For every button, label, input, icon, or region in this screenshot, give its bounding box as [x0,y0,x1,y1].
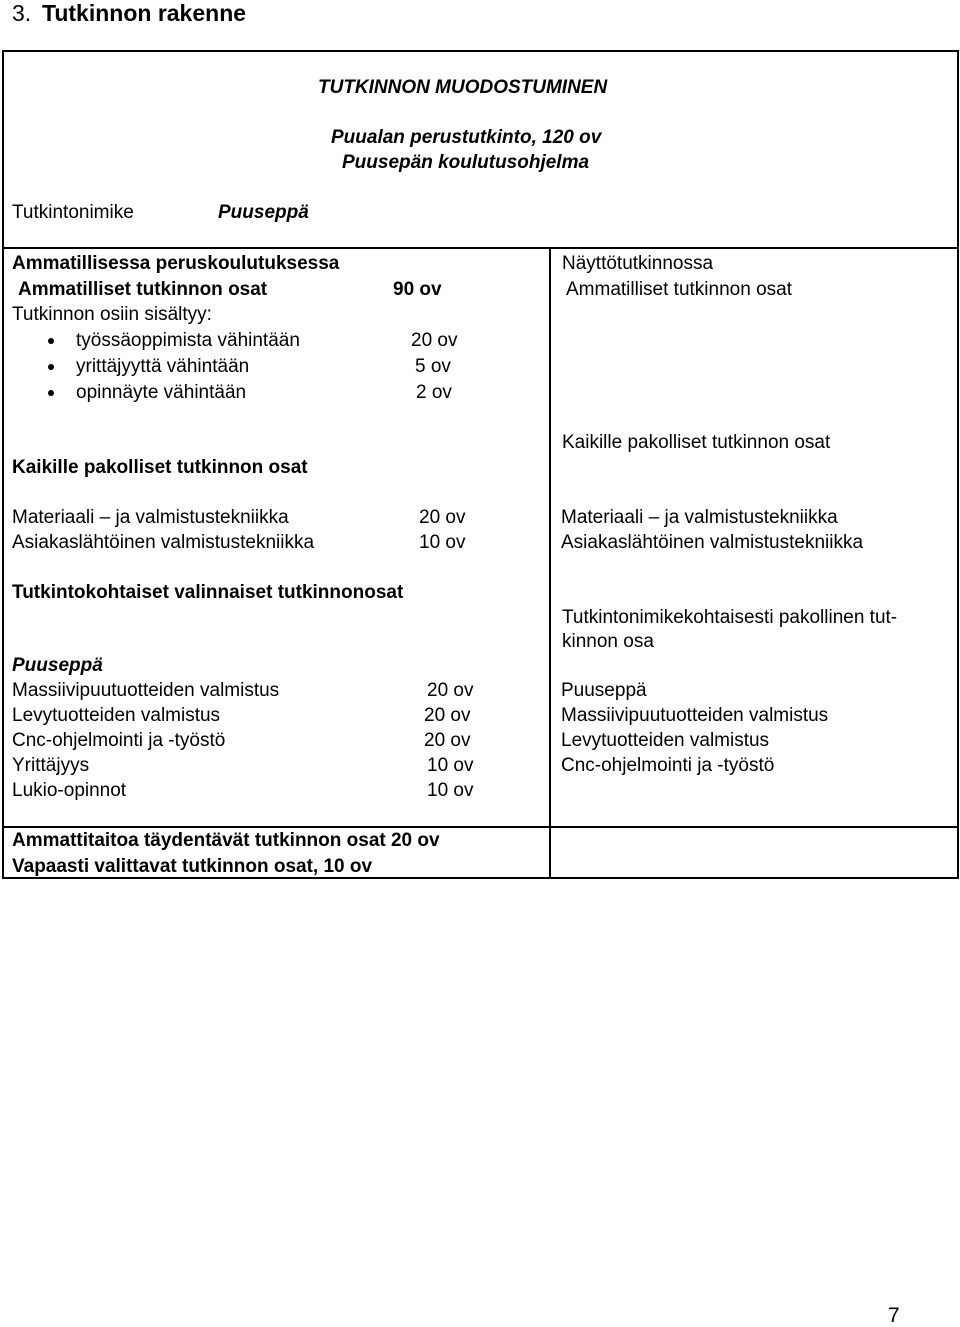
column-divider [549,247,551,879]
right-title-sub: Puuseppä [561,680,647,701]
box-title: TUTKINNON MUODOSTUMINEN [318,77,608,98]
footer-line-1: Ammattitaitoa täydentävät tutkinnon osat 20 ov [12,830,440,851]
box-left-border [2,50,4,879]
bullet-label: opinnäyte vähintään [76,382,247,403]
left-mandatory-value: 20 ov [419,507,466,528]
bullet-icon [48,338,54,344]
bullet-value: 5 ov [415,356,451,377]
left-mandatory-label: Materiaali – ja valmistustekniikka [12,507,289,528]
section-number: 3. [12,0,32,26]
left-vocational-label: Ammatilliset tutkinnon osat [18,279,268,300]
left-optional-label: Levytuotteiden valmistus [12,705,221,726]
box-subtitle-2: Puusepän koulutusohjelma [342,152,590,173]
footer-line-2: Vapaasti valittavat tutkinnon osat, 10 ov [12,856,373,877]
right-title-item: Cnc-ohjelmointi ja -työstö [561,755,775,776]
degree-value: Puuseppä [218,202,309,223]
right-mandatory-heading: Kaikille pakolliset tutkinnon osat [562,432,831,453]
box-top-border [2,50,959,52]
degree-label: Tutkintonimike [12,202,134,223]
left-mandatory-heading: Kaikille pakolliset tutkinnon osat [12,457,308,478]
left-optional-value: 10 ov [427,780,474,801]
right-heading: Näyttötutkinnossa [562,253,714,274]
left-optional-heading: Tutkintokohtaiset valinnaiset tutkinnonosat [12,582,404,603]
page-number: 7 [888,1304,900,1327]
right-title-heading-line-1: Tutkintonimikekohtaisesti pakollinen tut- [562,607,898,628]
box-bottom-border [2,877,959,879]
left-optional-value: 20 ov [424,705,471,726]
left-optional-sub: Puuseppä [12,655,103,676]
bullet-label: yrittäjyyttä vähintään [76,356,250,377]
section-title: Tutkinnon rakenne [42,0,247,26]
left-optional-label: Lukio-opinnot [12,780,127,801]
left-optional-label: Yrittäjyys [12,755,90,776]
left-optional-label: Massiivipuutuotteiden valmistus [12,680,280,701]
left-optional-value: 10 ov [427,755,474,776]
right-mandatory-item: Materiaali – ja valmistustekniikka [561,507,838,528]
left-heading: Ammatillisessa peruskoulutuksessa [12,253,340,274]
bullet-value: 2 ov [416,382,452,403]
right-title-item: Levytuotteiden valmistus [561,730,770,751]
bullet-icon [48,390,54,396]
right-title-heading-line-2: kinnon osa [562,631,654,652]
left-mandatory-value: 10 ov [419,532,466,553]
left-optional-value: 20 ov [424,730,471,751]
box-right-border [957,50,959,879]
footer-top-border [2,826,959,828]
left-mandatory-label: Asiakaslähtöinen valmistustekniikka [12,532,315,553]
left-optional-label: Cnc-ohjelmointi ja -työstö [12,730,226,751]
bullet-icon [48,364,54,370]
right-vocational-label: Ammatilliset tutkinnon osat [566,279,792,300]
bullet-value: 20 ov [411,330,458,351]
right-mandatory-item: Asiakaslähtöinen valmistustekniikka [561,532,864,553]
left-vocational-value: 90 ov [393,279,442,300]
right-title-item: Massiivipuutuotteiden valmistus [561,705,829,726]
left-includes: Tutkinnon osiin sisältyy: [12,304,212,325]
box-subtitle-1: Puualan perustutkinto, 120 ov [331,127,602,148]
table-top-border [2,247,959,249]
left-optional-value: 20 ov [427,680,474,701]
bullet-label: työssäoppimista vähintään [76,330,300,351]
